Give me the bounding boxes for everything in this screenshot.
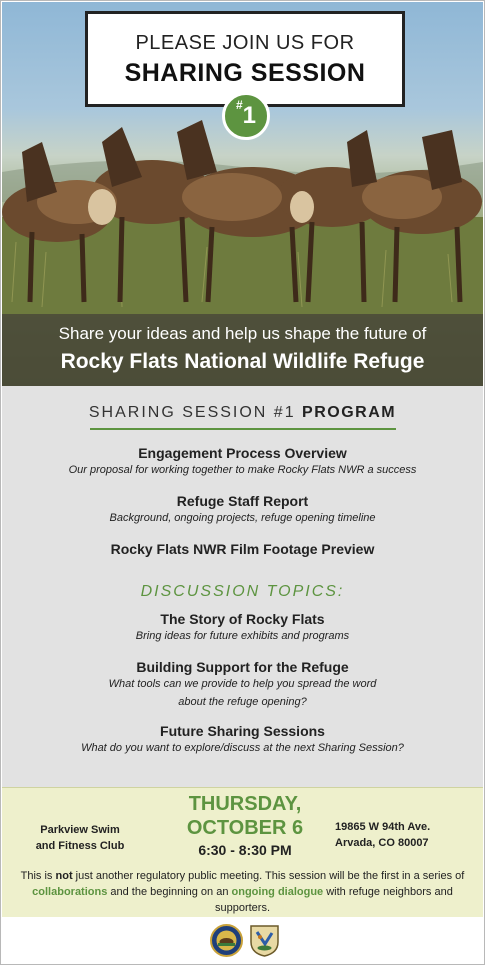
- notice-text: and the beginning on an: [107, 886, 232, 898]
- event-time: 6:30 - 8:30 PM: [198, 842, 292, 858]
- address-line: Arvada, CO 80007: [335, 837, 429, 849]
- program-item-title: Rocky Flats NWR Film Footage Preview: [110, 541, 375, 557]
- program-item: [2, 445, 483, 479]
- program-item: [2, 493, 483, 527]
- topic-item: [2, 611, 483, 645]
- fish-and-wildlife-shield-icon: [248, 924, 281, 957]
- topic-desc: What tools can we provide to help you spread the word: [108, 678, 377, 690]
- event-day: THURSDAY,: [188, 793, 302, 815]
- program-heading: [2, 404, 483, 422]
- topic-desc-cont: about the refuge opening?: [178, 696, 307, 708]
- topic-title: Building Support for the Refuge: [136, 659, 349, 675]
- program-item-desc: Background, ongoing projects, refuge opening timeline: [109, 512, 376, 524]
- venue: [20, 822, 140, 854]
- event-date: OCTOBER 6: [186, 817, 304, 839]
- meeting-notice: [10, 868, 475, 916]
- hero-subtitle: Share your ideas and help us shape the future of: [58, 324, 427, 343]
- usfws-bison-seal-icon: [210, 924, 243, 957]
- venue-line: and Fitness Club: [35, 840, 125, 852]
- hero-section: [2, 2, 483, 386]
- discussion-heading: DISCUSSION TOPICS:: [140, 583, 345, 600]
- footer: [2, 917, 483, 965]
- badge-hash: #: [235, 98, 243, 112]
- topic-title: Future Sharing Sessions: [160, 723, 325, 739]
- heading-divider: [90, 428, 396, 430]
- program-item: [2, 541, 483, 557]
- notice-highlight: ongoing dialogue: [231, 886, 324, 898]
- program-section: [2, 386, 483, 787]
- topic-item: [2, 723, 483, 757]
- notice-highlight: collaborations: [32, 886, 108, 898]
- venue-line: Parkview Swim: [40, 824, 120, 836]
- address: [335, 819, 475, 851]
- topic-title: The Story of Rocky Flats: [160, 611, 325, 627]
- event-details: [2, 787, 483, 917]
- notice-text: This is: [20, 870, 56, 882]
- program-item-title: Refuge Staff Report: [176, 493, 309, 509]
- address-line: 19865 W 94th Ave.: [335, 821, 431, 833]
- session-number-badge: [222, 92, 270, 140]
- program-item-desc: Our proposal for working together to make Rocky Flats NWR a success: [68, 464, 417, 476]
- notice-text: just another regulatory public meeting. This session will be the first in a series of: [72, 870, 465, 882]
- hero-title: Rocky Flats National Wildlife Refuge: [60, 350, 425, 373]
- notice-text: with refuge neighbors and supporters.: [214, 886, 453, 914]
- invitation-line: PLEASE JOIN US FOR: [135, 32, 355, 54]
- program-heading-prefix: SHARING SESSION #1: [88, 404, 296, 421]
- topic-desc: What do you want to explore/discuss at the next Sharing Session?: [81, 742, 404, 754]
- program-item-title: Engagement Process Overview: [138, 445, 347, 461]
- topic-desc: Bring ideas for future exhibits and programs: [135, 630, 350, 642]
- program-heading-bold: PROGRAM: [302, 404, 397, 421]
- hero-banner: [2, 314, 483, 386]
- badge-number: 1: [242, 102, 257, 129]
- notice-emphasis: not: [55, 870, 73, 882]
- event-title: SHARING SESSION: [124, 59, 366, 87]
- topic-item: [2, 659, 483, 711]
